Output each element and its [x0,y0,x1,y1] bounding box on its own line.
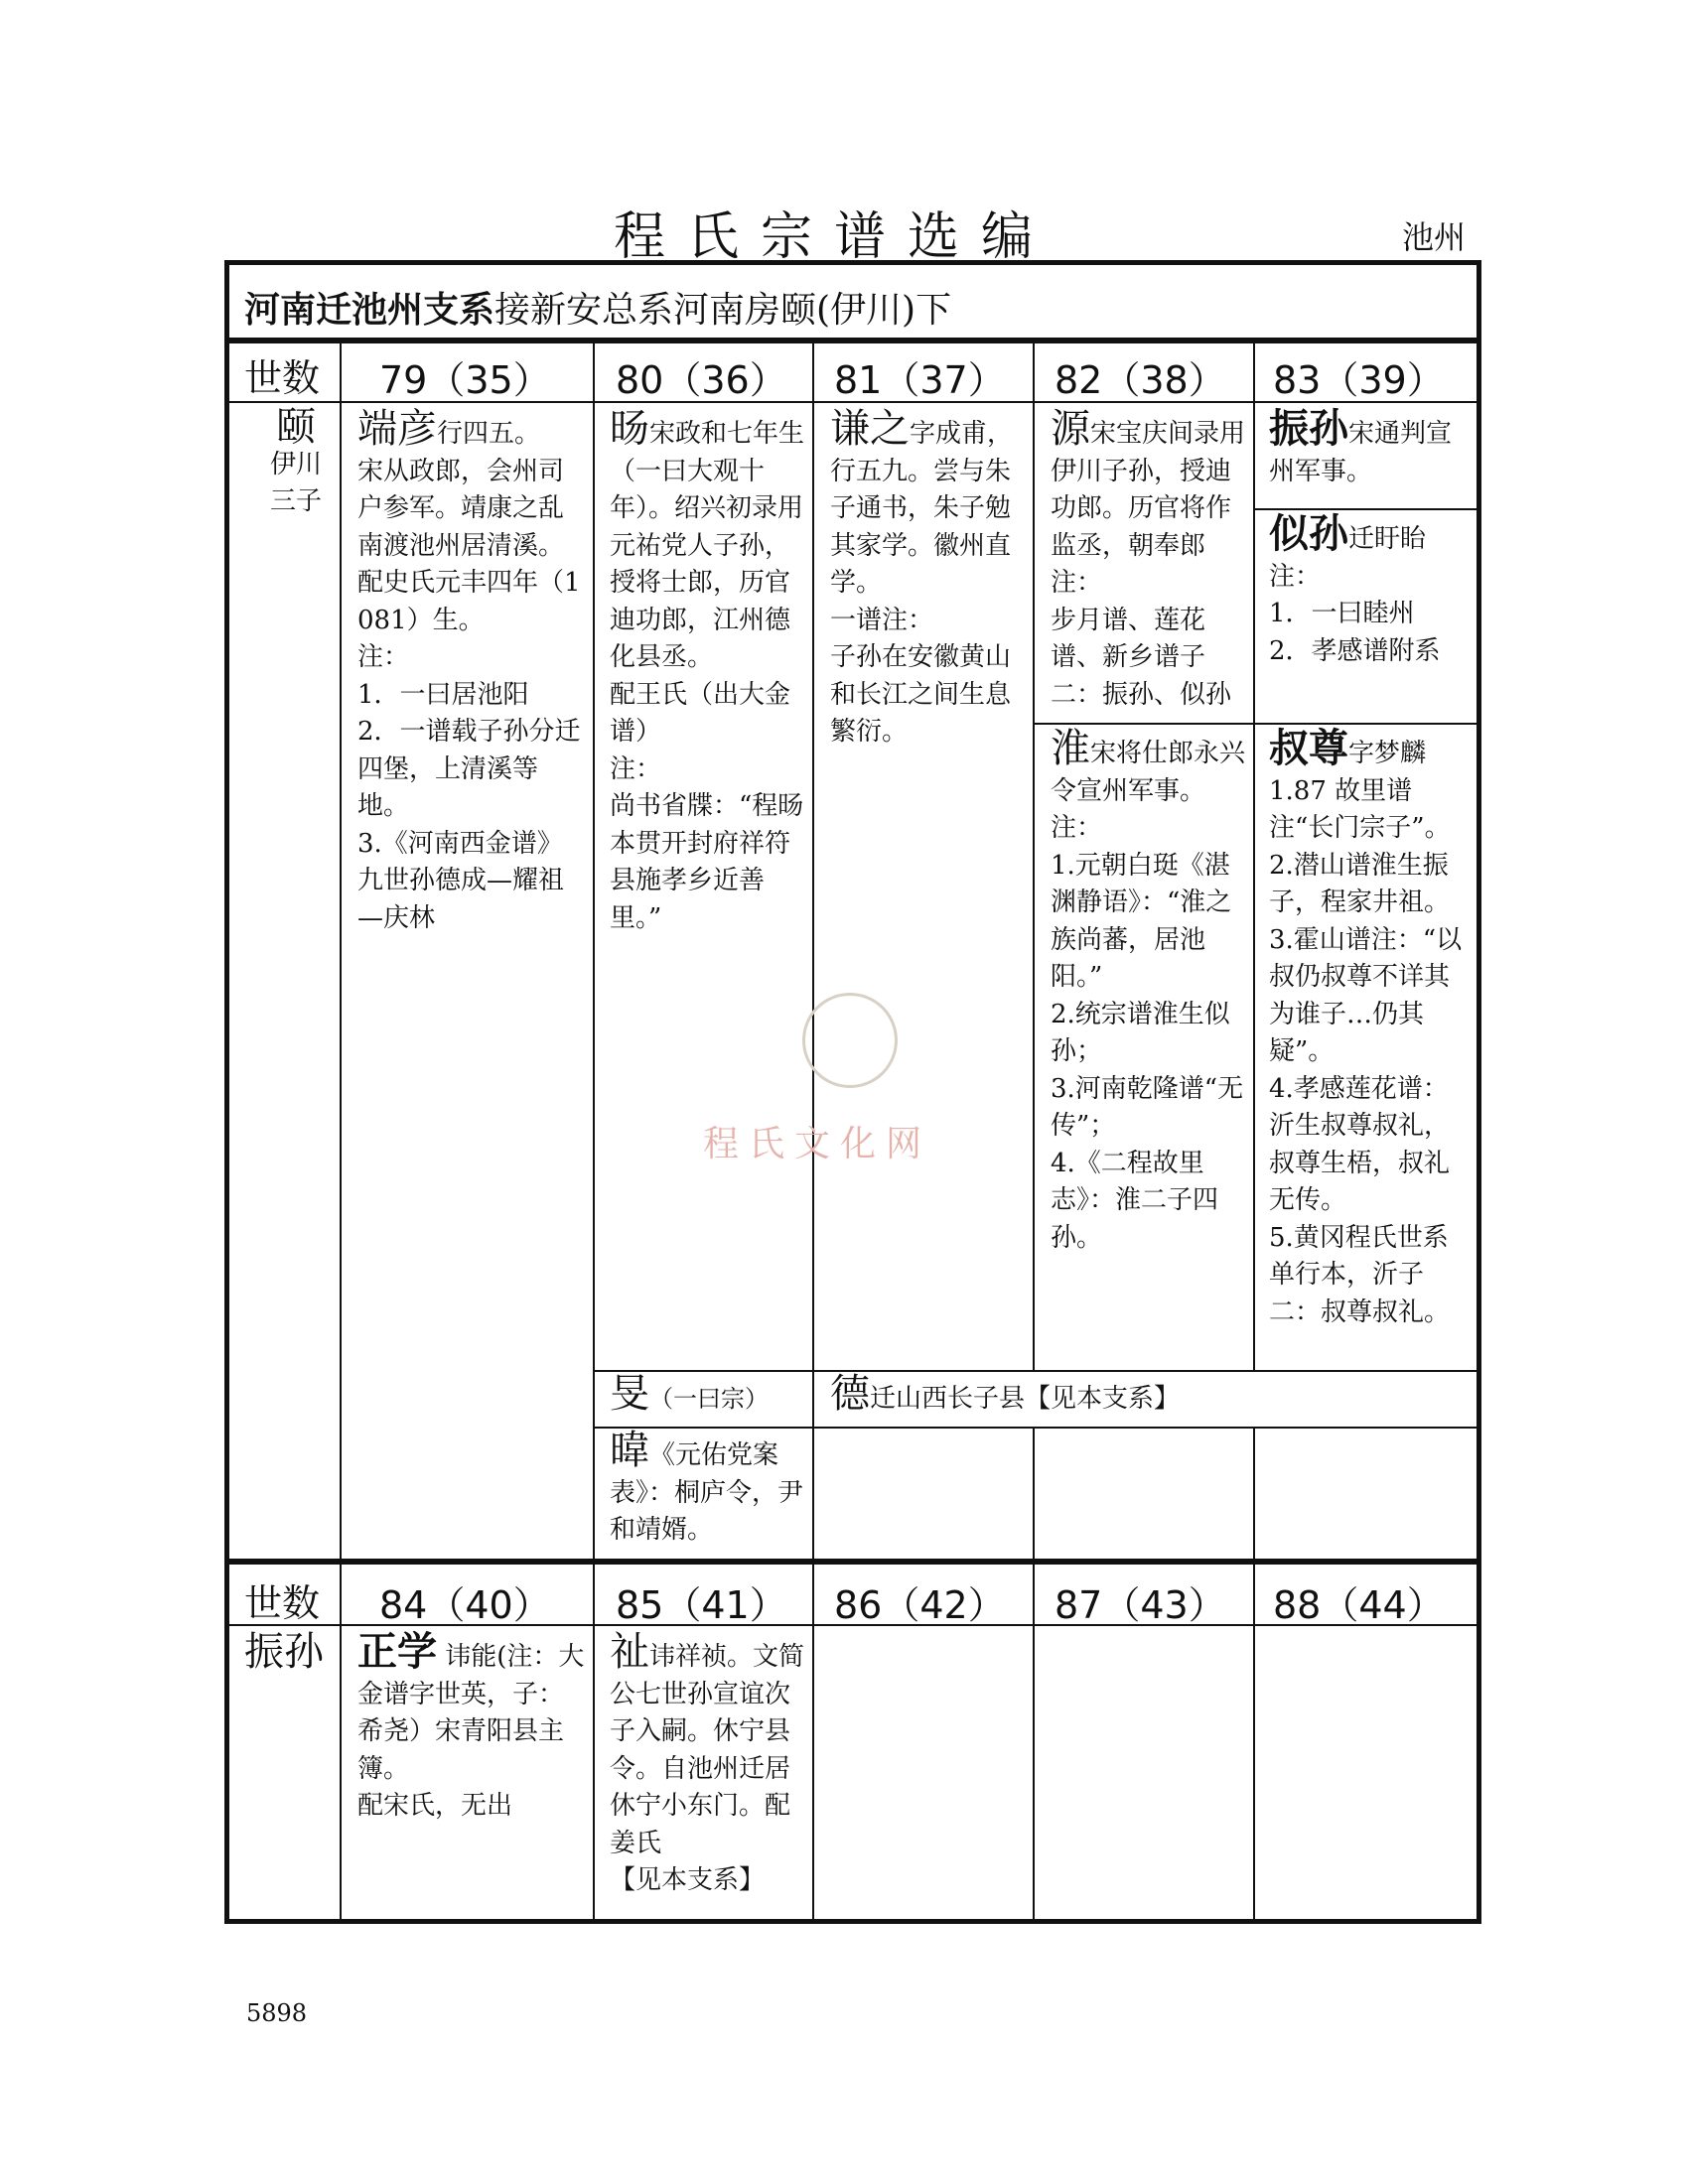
ancestor-note: 伊川 [269,449,322,479]
generation-header: 81（37） [834,358,1006,402]
branch-title [244,282,951,333]
rule [1253,1565,1255,1919]
person-cell [1269,726,1472,1331]
person-note: 子孙在安徽黄山和长江之间生息繁衍。 [830,642,1012,747]
rule [340,1565,342,1919]
person-note: 5.黄冈程氏世系单行本，沂子二：叔尊叔礼。 [1269,1222,1451,1327]
generation-header: 83（39） [1273,358,1445,402]
branch-title-main: 河南迁池州支系 [244,290,495,331]
watermark-text: 程氏文化网 [703,1124,932,1164]
generation-header: 79（35） [379,358,551,402]
person-cell [1269,406,1472,490]
person-lead: 宋政和七年生（一曰大观十年）。绍兴初录用元祐党人子孙，授将士郎，历官迪功郎，江州德化县丞。 [610,419,805,672]
rule [1253,508,1477,510]
rule [812,341,814,1559]
generation-header: 84（40） [379,1583,551,1627]
watermark-seal-icon [802,993,898,1088]
rule [1033,341,1035,1370]
person-name: 似孙 [1269,511,1348,557]
generation-header-label: 世数 [244,1581,321,1625]
person-lead: 宋通判宣州军事。 [1269,419,1453,486]
person-cell [357,1629,588,1826]
generation-header: 88（44） [1273,1583,1445,1627]
person-cell [610,1629,808,1900]
rule [340,341,342,1559]
person-note: 步月谱、莲花谱、新乡谱子二：振孙、似孙 [1051,605,1232,710]
person-note: 4.《二程故里志》：淮二子四孙。 [1051,1148,1219,1253]
person-name: 谦之 [830,406,910,452]
branch-title-sub: 接新安总系河南房颐(伊川)下 [494,290,952,331]
generation-header: 85（41） [616,1583,787,1627]
person-note: 尚书省牒：“程旸本贯开封府祥符县施孝乡近善里。” [610,791,804,933]
generation-header: 82（38） [1055,358,1226,402]
person-name: 旸 [610,406,649,452]
rule [1033,1565,1035,1919]
rule [1253,723,1477,725]
person-note: 2．一谱载子孙分迁四堡，上清溪等地。 [357,717,581,821]
person-note: 2．孝感谱附系 [1269,635,1441,666]
person-note: 3.霍山谱注：“以叔仍叔尊不详其为谁子…仍其疑”。 [1269,924,1463,1066]
person-lead: 行四五。 [437,419,541,449]
person-lead: 字成甫，行五九。尝与朱子通书，朱子勉其家学。徽州直学。 [830,419,1014,598]
person-cell [357,406,588,937]
generation-header: 80（36） [616,358,787,402]
person-name: 叔尊 [1269,726,1348,771]
person-cell [610,406,808,937]
rule [594,1370,1477,1372]
person-note: 4.孝感莲花谱：沂生叔尊叔礼，叔尊生梧，叔礼无传。 [1269,1073,1451,1215]
ancestor-cell [244,1629,338,1675]
rule [1253,1427,1255,1559]
rule [1033,723,1253,725]
person-lead: 宋宝庆间录用伊川子孙，授迪功郎。历官将作监丞，朝奉郎 [1051,419,1246,561]
person-note: 一谱注： [830,605,934,635]
person-cell [610,1371,808,1419]
person-note: 3.河南乾隆谱“无传”； [1051,1073,1244,1141]
rule [594,1427,1477,1429]
person-note: 配宋氏，无出 [357,1791,513,1821]
rule [812,1565,814,1919]
person-note: 注： [1051,813,1103,843]
person-name: 端彦 [357,406,437,452]
person-cell [830,406,1029,751]
rule [228,1559,1477,1565]
generation-header-label: 世数 [244,356,321,400]
person-lead: 讳祥祯。文简公七世孙宣谊次子入嗣。休宁县令。自池州迁居休宁小东门。配姜氏 [610,1642,805,1858]
generation-header: 87（43） [1055,1583,1226,1627]
person-name: 淮 [1051,726,1090,771]
person-cell [1269,511,1472,670]
person-name: 正学 [357,1629,437,1675]
person-lead: 迁山西长子县【见本支系】 [870,1384,1181,1414]
person-name: 旻 [610,1371,649,1417]
rule [593,341,595,1559]
person-note: 注： [610,753,662,784]
person-lead: 迁盱眙 [1348,524,1427,554]
rule [1253,341,1255,1370]
person-name: 源 [1051,406,1090,452]
person-note: 3.《河南西金谱》九世孙德成—耀祖—庆林 [357,828,565,933]
rule [1033,1427,1035,1559]
person-name: 暐 [610,1428,649,1473]
ancestor-cell [256,404,336,521]
person-note: 1.元朝白珽《湛渊静语》：“淮之族尚蕃，居池阳。” [1051,850,1232,992]
person-cell [830,1371,1247,1419]
person-lead: 《元佑党案表》：桐庐令，尹和靖婿。 [610,1440,804,1545]
person-name: 德 [830,1371,870,1417]
person-cell [1051,726,1249,1257]
person-cell [610,1428,808,1550]
ancestor-name: 振孙 [244,1629,324,1675]
person-note: 1．一曰居池阳 [357,679,529,710]
ancestor-name: 颐 [276,404,316,450]
ancestor-note: 三子 [269,486,322,516]
person-note: 注： [357,642,410,672]
person-note: 配王氏（出大金谱） [610,679,791,747]
person-cell [1051,406,1249,714]
person-note: 2.统宗谱淮生似孙； [1051,999,1230,1066]
person-note: 【见本支系】 [610,1865,766,1895]
person-lead: 宋将仕郎永兴令宣州军事。 [1051,739,1246,806]
person-note: 1.87 故里谱注“长门宗子”。 [1269,775,1451,843]
rule [228,338,1477,343]
person-note: 1．一曰睦州 [1269,599,1415,628]
person-lead: 讳能(注：大金谱字世英，子：希尧）宋青阳县主簿。 [357,1642,585,1784]
person-note: 注： [1269,561,1322,592]
rule [593,1565,595,1919]
page-number: 5898 [246,1999,308,2027]
person-lead: 字梦麟 [1348,739,1427,768]
person-name: 振孙 [1269,406,1348,452]
region-label: 池州 [1402,218,1467,256]
person-note: 2.潜山谱淮生振子，程家井祖。 [1269,850,1451,917]
person-name: 祉 [610,1629,649,1675]
person-lead: （一曰宗） [649,1385,769,1413]
page-title: 程氏宗谱选编 [613,207,1055,267]
person-note: 注： [1051,568,1103,598]
generation-header: 86（42） [834,1583,1006,1627]
person-note: 宋从政郎，会州司户参军。靖康之乱南渡池州居清溪。配史氏元丰四年（1081）生。 [357,456,581,635]
